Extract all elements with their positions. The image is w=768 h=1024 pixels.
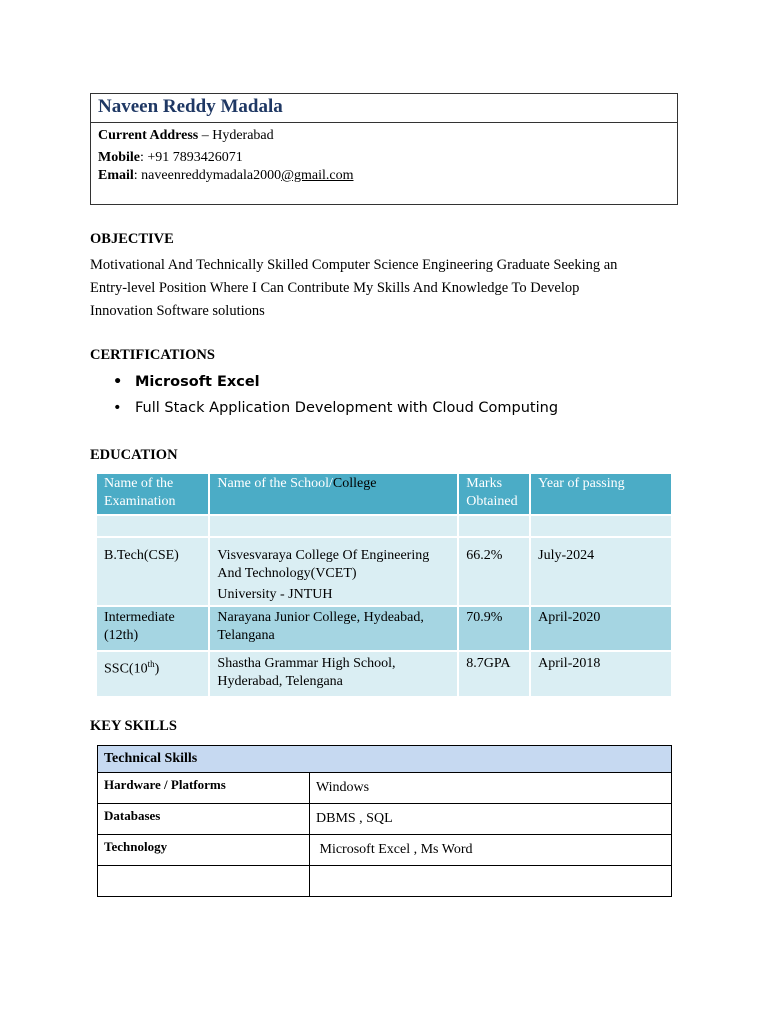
certification-label: Microsoft Excel xyxy=(135,374,260,390)
skills-table xyxy=(97,745,672,897)
school-cell: Narayana Junior College, Hydeabad, Telangana xyxy=(210,607,459,652)
skills-table-title: Technical Skills xyxy=(98,746,672,773)
address-line xyxy=(98,126,677,146)
objective-line: Innovation Software solutions xyxy=(90,303,265,319)
address-separator: – xyxy=(198,128,213,143)
header-college-part: College xyxy=(332,476,377,491)
exam-superscript: th xyxy=(147,659,155,669)
header-marks: Marks Obtained xyxy=(459,474,531,516)
empty-cell xyxy=(210,516,459,538)
address-label: Current Address xyxy=(98,128,199,143)
exam-base: SSC(10 xyxy=(104,661,148,677)
table-row xyxy=(97,652,673,698)
list-item xyxy=(113,369,558,395)
email-line xyxy=(98,166,677,186)
marks-cell: 8.7GPA xyxy=(459,652,531,698)
marks-cell: 70.9% xyxy=(459,607,531,652)
bullet-icon: • xyxy=(113,400,122,416)
skill-value: Windows xyxy=(310,773,672,804)
school-university: University - JNTUH xyxy=(217,587,333,602)
exam-cell xyxy=(97,652,210,698)
empty-cell xyxy=(459,516,531,538)
exam-cell: B.Tech(CSE) xyxy=(97,538,210,607)
table-row xyxy=(97,538,673,607)
empty-cell xyxy=(97,516,210,538)
table-header-row xyxy=(97,474,673,516)
empty-cell xyxy=(310,866,672,897)
skill-value: Microsoft Excel , Ms Word xyxy=(310,835,672,866)
header-exam: Name of the Examination xyxy=(97,474,210,516)
objective-heading: OBJECTIVE xyxy=(90,231,174,247)
school-name: Visvesvaraya College Of Engineering And Technology(VCET) xyxy=(217,548,430,581)
exam-end: ) xyxy=(154,661,160,677)
skill-value: DBMS , SQL xyxy=(310,804,672,835)
contact-details xyxy=(91,123,677,186)
year-cell: April-2018 xyxy=(531,652,673,698)
exam-cell: Intermediate (12th) xyxy=(97,607,210,652)
school-cell xyxy=(210,538,459,607)
skill-key: Databases xyxy=(98,804,310,835)
mobile-value: : +91 7893426071 xyxy=(140,150,243,165)
skill-key: Technology xyxy=(98,835,310,866)
table-row xyxy=(97,516,673,538)
table-row xyxy=(98,804,672,835)
email-user: : naveenreddymadala2000 xyxy=(133,168,282,183)
certifications-heading: CERTIFICATIONS xyxy=(90,347,215,363)
objective-line: Motivational And Technically Skilled Computer Science Engineering Graduate Seeking an xyxy=(90,257,618,273)
candidate-name: Naveen Reddy Madala xyxy=(91,94,677,123)
header-school xyxy=(210,474,459,516)
empty-cell xyxy=(531,516,673,538)
mobile-line xyxy=(98,148,677,168)
email-domain-link[interactable]: @gmail.com xyxy=(281,168,354,183)
table-row xyxy=(98,773,672,804)
empty-cell xyxy=(98,866,310,897)
certifications-list xyxy=(113,369,558,421)
marks-cell: 66.2% xyxy=(459,538,531,607)
mobile-label: Mobile xyxy=(98,150,140,165)
table-row xyxy=(98,866,672,897)
year-cell: July-2024 xyxy=(531,538,673,607)
skill-key: Hardware / Platforms xyxy=(98,773,310,804)
bullet-icon: • xyxy=(113,374,123,390)
table-header-row xyxy=(98,746,672,773)
header-school-part: Name of the School/ xyxy=(217,476,333,491)
header-year: Year of passing xyxy=(531,474,673,516)
year-cell: April-2020 xyxy=(531,607,673,652)
table-row xyxy=(97,607,673,652)
school-cell: Shastha Grammar High School, Hyderabad, Telengana xyxy=(210,652,459,698)
contact-box xyxy=(90,93,678,205)
list-item xyxy=(113,395,558,421)
table-row xyxy=(98,835,672,866)
education-table xyxy=(97,474,673,698)
email-label: Email xyxy=(98,168,134,183)
objective-line: Entry-level Position Where I Can Contribute My Skills And Knowledge To Develop xyxy=(90,280,580,296)
objective-text xyxy=(90,254,670,323)
key-skills-heading: KEY SKILLS xyxy=(90,718,177,734)
education-heading: EDUCATION xyxy=(90,447,178,463)
address-value: Hyderabad xyxy=(212,128,274,143)
certification-label: Full Stack Application Development with Cloud Computing xyxy=(135,400,559,416)
